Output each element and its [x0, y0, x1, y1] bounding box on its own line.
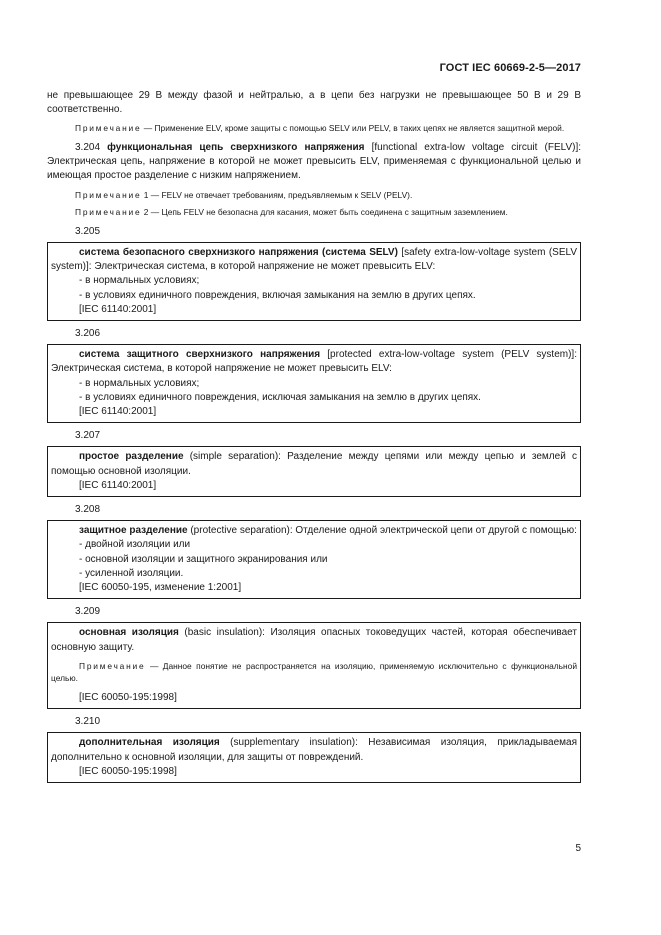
list-item: - в условиях единичного повреждения, включая замыкания на землю в других цепях.: [79, 289, 476, 301]
term-text: [protected extra-low-voltage system (PELV system)]: Электрическая система, в которой напряжение не может превысить ELV:: [51, 349, 577, 375]
page-number: 5: [575, 843, 581, 854]
term-box-3-208: [47, 520, 581, 599]
term-box-3-209: [47, 622, 581, 709]
list-item: - основной изоляции и защитного экранирования или: [79, 553, 328, 565]
list-item: - в нормальных условиях;: [79, 377, 200, 389]
note-text: — Данное понятие не распространяется на изоляцию, применяемую исключительно с функциональной целью.: [51, 660, 577, 684]
note-label: Примечание: [79, 660, 146, 671]
term-text: [safety extra-low-voltage system (SELV system)]: Электрическая система, в которой напряжение не может превысить ELV:: [51, 247, 577, 273]
term-title: простое разделение: [79, 451, 184, 463]
term-3-204-note-2: [47, 206, 581, 219]
term-box-3-206: [47, 344, 581, 423]
note-text: 2 — Цепь FELV не безопасна для касания, может быть соединена с защитным заземлением.: [141, 207, 508, 218]
term-title: функциональная цепь сверхнизкого напряжения: [107, 142, 365, 153]
term-box-3-210: [47, 732, 581, 783]
term-definition: [51, 246, 577, 274]
term-text: (protective separation): Отделение одной электрической цепи от другой с помощью:: [187, 525, 577, 537]
term-title: система безопасного сверхнизкого напряжения (система SELV): [79, 247, 398, 258]
intro-note: [47, 122, 581, 135]
term-box-3-207: [47, 446, 581, 497]
term-number-3-206: 3.206: [75, 328, 101, 340]
term-3-204-note-1: [47, 189, 581, 202]
source-reference: [IEC 61140:2001]: [79, 479, 157, 491]
note-label: Примечание: [75, 123, 142, 134]
term-number-3-207: 3.207: [75, 430, 101, 442]
note-text: 1 — FELV не отвечает требованиям, предъявляемым к SELV (PELV).: [141, 189, 413, 200]
term-definition: [51, 524, 577, 538]
source-reference: [IEC 61140:2001]: [79, 406, 157, 418]
note-text: — Применение ELV, кроме защиты с помощью SELV или PELV, в таких цепях не является защитной мерой.: [141, 123, 565, 134]
term-number-3-210: 3.210: [75, 716, 101, 728]
term-number: 3.204: [75, 142, 108, 153]
term-definition: [51, 348, 577, 376]
note-label: Примечание: [75, 207, 142, 218]
list-item: - двойной изоляции или: [79, 539, 191, 551]
term-number-3-209: 3.209: [75, 606, 101, 618]
source-reference: [IEC 60050-195:1998]: [79, 692, 177, 704]
term-3-204: [47, 141, 581, 184]
term-definition: [51, 736, 577, 764]
term-title: система защитного сверхнизкого напряжения: [79, 349, 321, 361]
list-item: - в условиях единичного повреждения, исключая замыкания на землю в других цепях.: [79, 391, 481, 403]
document-header: ГОСТ IEC 60669-2-5—2017: [439, 62, 581, 74]
term-title: дополнительная изоляция: [79, 737, 220, 749]
term-text: (simple separation): Разделение между цепями или между цепью и землей с помощью основной изоляции.: [51, 451, 577, 477]
term-definition: [51, 626, 577, 654]
source-reference: [IEC 60050-195:1998]: [79, 765, 177, 777]
term-text: (basic insulation): Изоляция опасных токоведущих частей, которая обеспечивает основную защиту.: [51, 627, 577, 653]
term-title: защитное разделение: [79, 525, 188, 537]
term-number-3-208: 3.208: [75, 504, 101, 516]
term-title: основная изоляция: [79, 627, 179, 639]
term-note: [51, 660, 577, 685]
term-box-3-205: [47, 242, 581, 321]
source-reference: [IEC 61140:2001]: [79, 303, 157, 315]
page-content: [47, 89, 581, 783]
note-label: Примечание: [75, 189, 142, 200]
source-reference: [IEC 60050-195, изменение 1:2001]: [79, 582, 242, 594]
list-item: - в нормальных условиях;: [79, 275, 200, 287]
term-text: (supplementary insulation): Независимая изоляция, прикладываемая дополнительно к основной изоляции, для защиты от повреждений.: [51, 737, 577, 763]
list-item: - усиленной изоляции.: [79, 567, 184, 579]
term-number-3-205: 3.205: [75, 225, 101, 237]
term-definition: [51, 450, 577, 478]
term-definition: [functional extra-low voltage circuit (FELV)]: Электрическая цепь, напряжение в которой не может превысить ELV, применяемая с функциональной целью и имеющая простое разделение с низким напряжением.: [47, 142, 582, 182]
intro-paragraph: не превышающее 29 В между фазой и нейтралью, а в цепи без нагрузки не превышающее 50 В и 29 В соответственно.: [47, 90, 581, 116]
